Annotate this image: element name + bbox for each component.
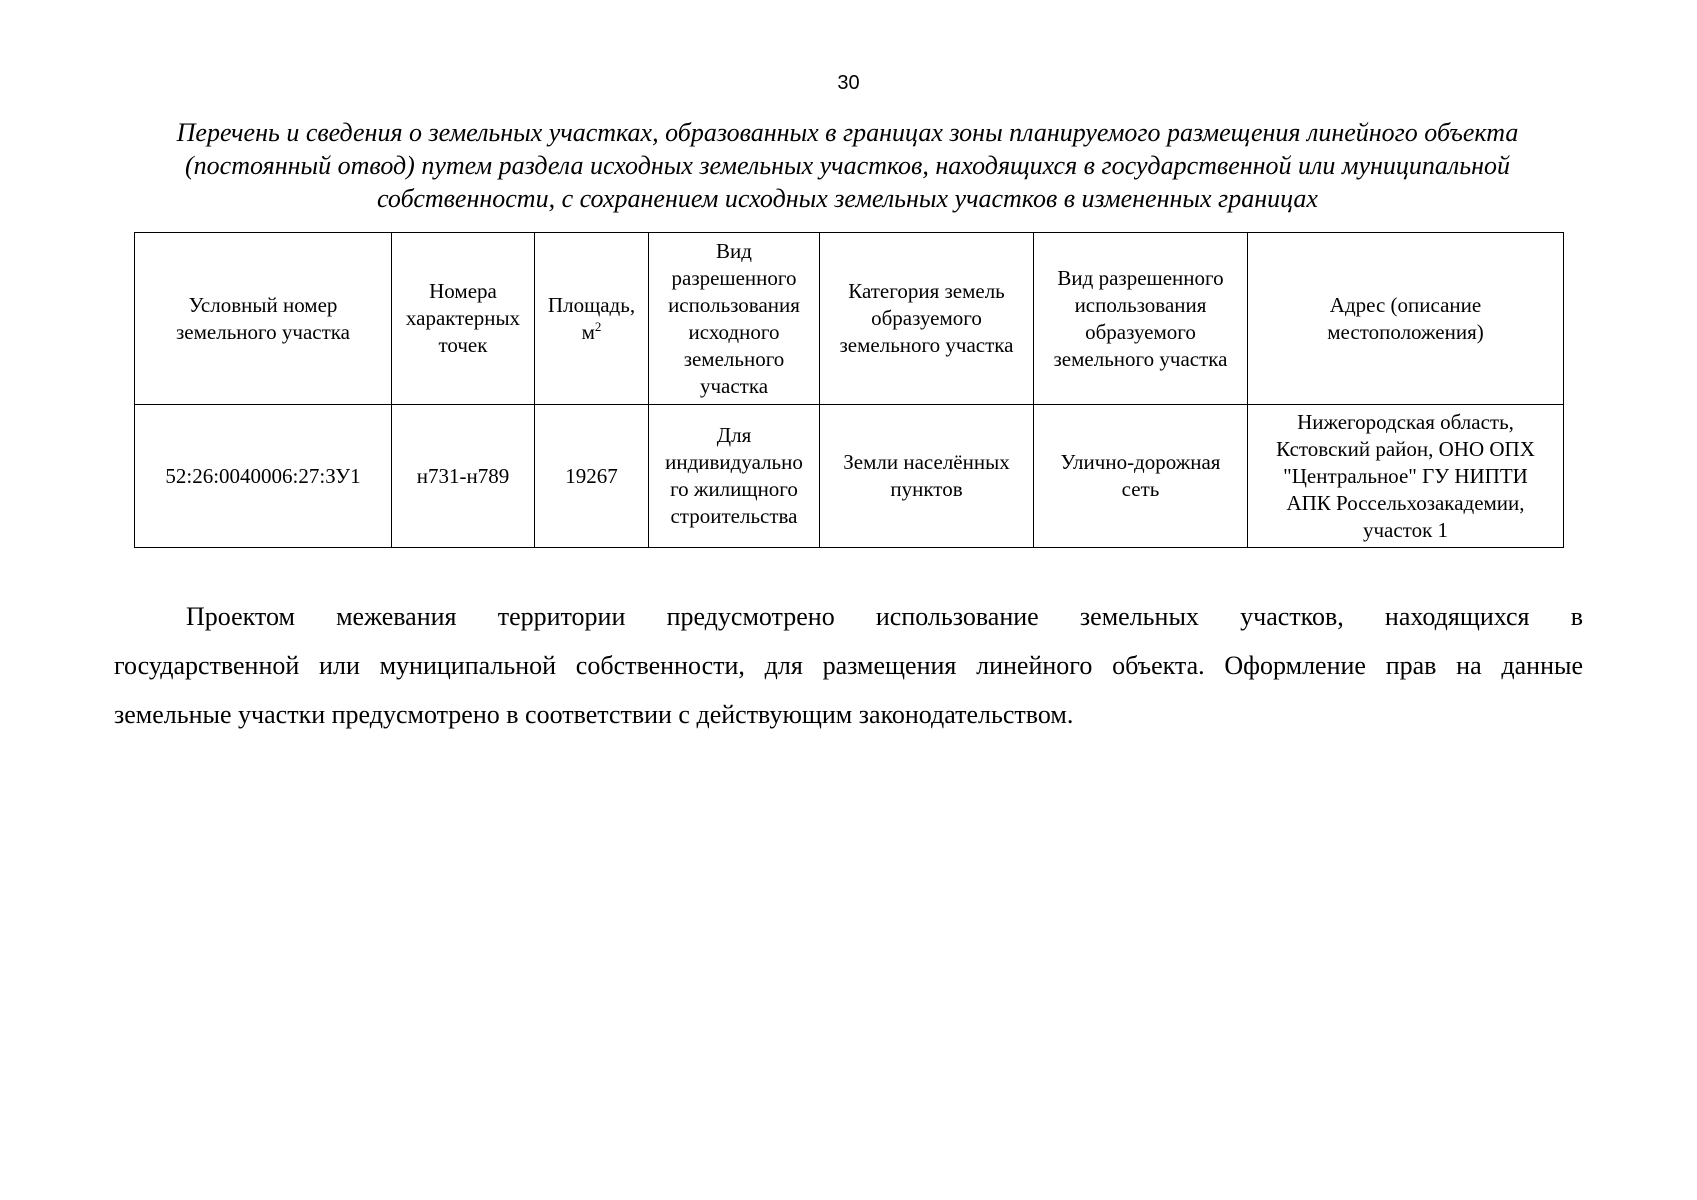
cell-text: пунктов [890,477,963,501]
cell-land-category [820,405,1034,548]
cell-text: Кстовский район, ОНО ОПХ [1276,436,1535,461]
cell-text: Для [716,423,752,447]
cell-text: "Центральное" ГУ НИПТИ [1283,463,1528,488]
land-parcels-table [134,232,1564,548]
cell-point-numbers [392,405,535,548]
header-text: Условный номер [188,292,338,317]
cell-text: 19267 [565,463,618,488]
header-area [535,233,649,405]
cell-text: сеть [1121,477,1160,501]
header-text: использования [668,292,800,317]
header-text: земельного участка [1053,346,1228,371]
header-text: Адрес (описание [1329,292,1482,317]
unit-superscript: 2 [594,318,602,334]
header-text: земельного участка [839,333,1014,357]
header-text: использования [1074,292,1207,317]
cell-text: АПК Россельхозакадемии, [1286,490,1525,515]
paragraph-line: Проектом межевания территории предусмотрено использование земельных участков, находящихся в [186,602,1583,631]
table-caption-line: Перечень и сведения о земельных участках, образованных в границах зоны планируемого размещения линейного объекта [176,118,1519,147]
table-caption-line: собственности, с сохранением исходных земельных участков в измененных границах [377,184,1318,213]
body-paragraph [114,592,1583,739]
cell-area [535,405,649,548]
paragraph-line: государственной или муниципальной собственности, для размещения линейного объекта. Оформление прав на данные [114,651,1583,680]
cell-new-permitted-use [1034,405,1248,548]
table-caption [110,116,1585,215]
header-text: земельного участка [176,319,350,344]
cell-text: участок 1 [1362,517,1449,542]
cell-text: Нижегородская область, [1297,409,1514,434]
header-source-permitted-use [649,233,820,405]
header-point-numbers [392,233,535,405]
header-text: разрешенного [671,265,797,290]
header-text: образуемого [871,306,982,330]
header-text: участка [699,373,769,398]
cell-text: н731-н789 [416,463,510,488]
header-address [1248,233,1564,405]
header-text: точек [438,333,488,357]
header-text: Номера [429,279,497,303]
cell-text: строительства [670,504,798,528]
table-caption-line: (постоянный отвод) путем раздела исходных земельных участков, находящихся в государственной или муниципальной [185,151,1510,180]
header-text: образуемого [1085,319,1196,344]
page-number: 30 [837,72,860,94]
cell-text: Улично-дорожная [1060,450,1221,474]
cell-text: индивидуально [665,450,803,474]
header-text: Площадь, [547,292,636,317]
header-text: Вид разрешенного [1057,265,1224,290]
header-new-permitted-use [1034,233,1248,405]
cell-text: 52:26:0040006:27:ЗУ1 [165,463,361,488]
table-header-row [135,233,1564,405]
header-text: Вид [716,238,752,263]
unit-text: м [581,319,595,344]
header-land-category [820,233,1034,405]
cell-source-permitted-use [649,405,820,548]
paragraph-line: земельные участки предусмотрено в соответствии с действующим законодательством. [114,700,1074,729]
cell-parcel-number [135,405,392,548]
header-text: местоположения) [1327,319,1484,344]
header-parcel-number [135,233,392,405]
cell-text: го жилищного [670,477,798,501]
table-row [135,405,1564,548]
header-text: характерных [405,306,521,330]
header-text: земельного [683,346,785,371]
header-unit [537,319,646,346]
header-text: Категория земель [848,279,1005,303]
header-text: исходного [688,319,780,344]
cell-text: Земли населённых [843,450,1010,474]
cell-address [1248,405,1564,548]
